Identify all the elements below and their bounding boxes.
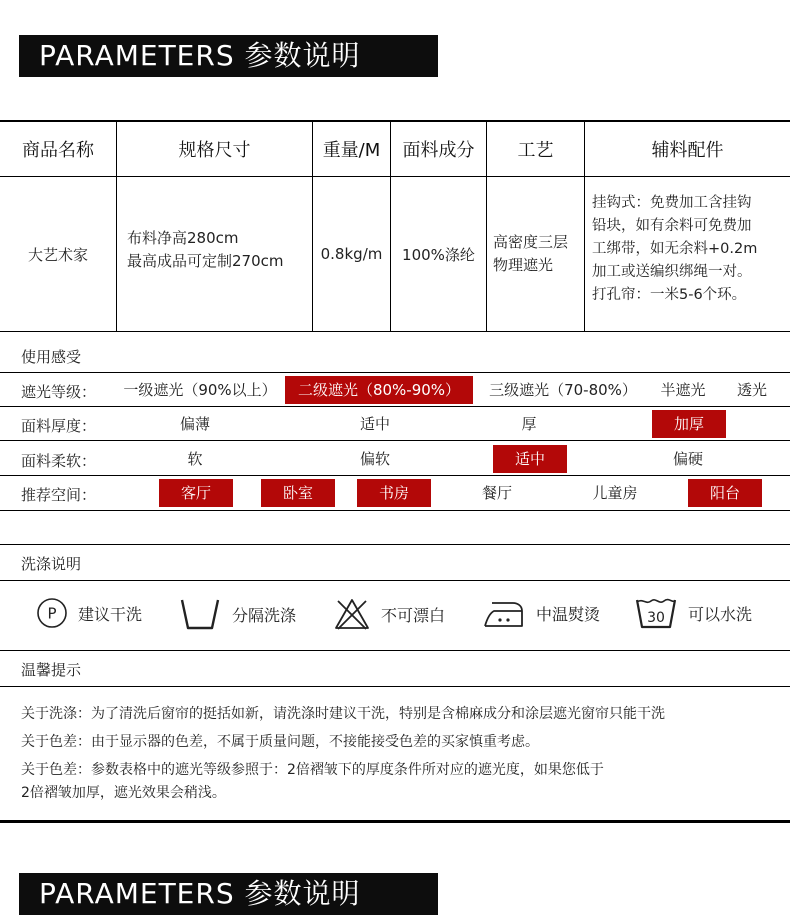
- softness-option-3-selected: 适中: [493, 445, 567, 473]
- shading-option-2-selected: 二级遮光（80%-90%）: [285, 376, 473, 404]
- header-weight: 重量/M: [322, 140, 381, 161]
- cell-size: 布料净高280cm 最高成品可定制270cm: [127, 229, 284, 270]
- header-accessories: 辅料配件: [651, 140, 724, 161]
- space-label: 推荐空间：: [21, 486, 97, 504]
- shading-option-4: 半遮光: [660, 381, 706, 399]
- wash-item-water-wash: 30 可以水洗: [634, 596, 752, 630]
- page-title-banner-repeat: PARAMETERS 参数说明: [19, 873, 438, 915]
- footer-divider: [0, 820, 790, 823]
- softness-label: 面料柔软：: [21, 452, 97, 470]
- svg-text:P: P: [47, 604, 57, 623]
- wash-item-dry-clean: P 建议干洗: [36, 597, 142, 629]
- tip-line-2: 关于色差：由于显示器的色差，不属于质量问题，不接能接受色差的买家慎重考虑。: [21, 734, 539, 750]
- space-option-study: 书房: [357, 479, 431, 507]
- thickness-label: 面料厚度：: [21, 417, 97, 435]
- table-bottom-border: [0, 331, 790, 332]
- thickness-option-3: 厚: [521, 415, 537, 433]
- svg-text:30: 30: [647, 610, 665, 626]
- thickness-option-1: 偏薄: [179, 415, 210, 433]
- space-option-living-room: 客厅: [159, 479, 233, 507]
- tips-section-title: 温馨提示: [21, 661, 82, 679]
- dry-clean-icon: [36, 597, 68, 629]
- header-size: 规格尺寸: [178, 140, 251, 161]
- cell-product-name: 大艺术家: [27, 245, 88, 264]
- cell-weight: 0.8kg/m: [320, 245, 383, 263]
- separate-wash-icon: [178, 597, 222, 631]
- page-title-banner: PARAMETERS 参数说明: [19, 35, 438, 77]
- cell-craft: 高密度三层 物理遮光: [493, 233, 569, 274]
- cell-fabric: 100%涤纶: [402, 245, 475, 264]
- shading-label: 遮光等级：: [21, 383, 97, 401]
- space-option-kids-room: 儿童房: [592, 484, 638, 502]
- softness-option-2: 偏软: [359, 450, 390, 468]
- shading-option-1: 一级遮光（90%以上）: [123, 381, 277, 399]
- space-option-balcony: 阳台: [688, 479, 762, 507]
- shading-option-3: 三级遮光（70-80%）: [489, 381, 637, 399]
- wash-item-iron: 中温熨烫: [482, 597, 600, 629]
- wash-item-no-bleach: 不可漂白: [333, 597, 445, 631]
- cell-accessories: 挂钩式：免费加工含挂钩 铅块，如有余料可免费加 工绑带，如无余料+0.2m 加工或送编织绑绳一对。 打孔帘：一米5-6个环。: [592, 195, 758, 303]
- space-option-bedroom: 卧室: [261, 479, 335, 507]
- wash-item-separate: 分隔洗涤: [178, 597, 296, 631]
- shading-option-5: 透光: [736, 381, 767, 399]
- wash-30-icon: [634, 596, 678, 630]
- no-bleach-icon: [333, 597, 371, 631]
- softness-option-4: 偏硬: [672, 450, 703, 468]
- softness-option-1: 软: [187, 450, 203, 468]
- thickness-option-4-selected: 加厚: [652, 410, 726, 438]
- tip-line-3: 关于色差：参数表格中的遮光等级参照于：2倍褶皱下的厚度条件所对应的遮光度，如果您低于: [21, 762, 604, 778]
- feel-section-title: 使用感受: [21, 348, 82, 366]
- tip-line-4: 2倍褶皱加厚，遮光效果会稍浅。: [21, 785, 226, 801]
- header-craft: 工艺: [517, 140, 554, 161]
- space-option-dining: 餐厅: [481, 484, 512, 502]
- iron-medium-icon: [482, 597, 526, 629]
- thickness-option-2: 适中: [359, 415, 390, 433]
- header-fabric: 面料成分: [402, 140, 475, 161]
- wash-section-title: 洗涤说明: [21, 555, 82, 573]
- tip-line-1: 关于洗涤：为了清洗后窗帘的挺括如新，请洗涤时建议干洗，特别是含棉麻成分和涂层遮光窗帘只能干洗: [21, 706, 665, 722]
- header-product-name: 商品名称: [22, 140, 94, 161]
